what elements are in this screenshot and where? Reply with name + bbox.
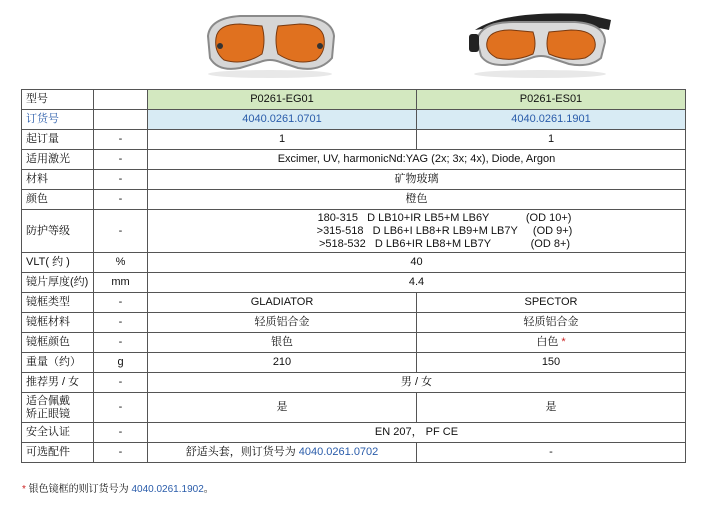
unit-cell: -	[94, 393, 148, 423]
table-row	[22, 273, 686, 293]
value-cell: 1	[417, 130, 686, 150]
unit-cell: %	[94, 253, 148, 273]
value-cell: 矿物玻璃	[148, 170, 686, 190]
row-label: 型号	[22, 90, 94, 110]
unit-cell: -	[94, 130, 148, 150]
table-row	[22, 443, 686, 463]
value-cell	[417, 333, 686, 353]
table-row	[22, 210, 686, 253]
row-label: 材料	[22, 170, 94, 190]
row-label: 防护等级	[22, 210, 94, 253]
row-label	[22, 393, 94, 423]
protection-line: >518-532 D LB6+IR LB8+M LB7Y (OD 8+)	[318, 237, 571, 250]
row-label-line: 适合佩戴	[26, 394, 70, 407]
row-label: 安全认证	[22, 423, 94, 443]
value-cell: 男 / 女	[148, 373, 686, 393]
value-cell: 40	[148, 253, 686, 273]
row-label: 重量（约）	[22, 353, 94, 373]
table-row	[22, 373, 686, 393]
value-cell: 是	[417, 393, 686, 423]
value-cell: 1	[148, 130, 417, 150]
footnote-end: 。	[203, 484, 214, 495]
unit-cell	[94, 110, 148, 130]
value-cell: 轻质铝合金	[417, 313, 686, 333]
accessory-text: 舒适头套，则订货号为	[185, 446, 299, 458]
row-label: 起订量	[22, 130, 94, 150]
order-number-es01: 4040.0261.1901	[417, 110, 686, 130]
table-row	[22, 293, 686, 313]
footnote-mark: *	[561, 336, 566, 348]
table-row	[22, 333, 686, 353]
row-label: 镜框类型	[22, 293, 94, 313]
unit-cell: -	[94, 313, 148, 333]
table-row	[22, 393, 686, 423]
row-label: 订货号	[22, 110, 94, 130]
unit-cell: -	[94, 333, 148, 353]
table-row	[22, 170, 686, 190]
table-row	[22, 130, 686, 150]
model-es01: P0261-ES01	[417, 90, 686, 110]
accessory-order-number: 4040.0261.0702	[298, 446, 379, 458]
protection-line: 180-315 D LB10+IR LB5+M LB6Y (OD 10+)	[317, 211, 572, 224]
value-cell: 是	[148, 393, 417, 423]
unit-cell: -	[94, 423, 148, 443]
value-cell: GLADIATOR	[148, 293, 417, 313]
footnote-text: 银色镜框的则订货号为	[25, 484, 132, 495]
table-row	[22, 353, 686, 373]
row-label: 推荐男 / 女	[22, 373, 94, 393]
protection-line: >315-518 D LB6+I LB8+R LB9+M LB7Y (OD 9+)	[316, 224, 573, 237]
unit-cell	[94, 90, 148, 110]
unit-cell: -	[94, 170, 148, 190]
unit-cell: mm	[94, 273, 148, 293]
value-cell: 橙色	[148, 190, 686, 210]
goggle-image-eg01	[200, 6, 340, 78]
value-cell: SPECTOR	[417, 293, 686, 313]
value-cell: -	[417, 443, 686, 463]
value-cell: 银色	[148, 333, 417, 353]
spec-table	[21, 89, 686, 463]
goggle-image-es01	[465, 6, 615, 78]
row-label: 镜框颜色	[22, 333, 94, 353]
table-row-order-number	[22, 110, 686, 130]
row-label: 适用激光	[22, 150, 94, 170]
row-label: 颜色	[22, 190, 94, 210]
table-row	[22, 423, 686, 443]
row-label-line: 矫正眼镜	[26, 407, 70, 420]
model-eg01: P0261-EG01	[148, 90, 417, 110]
row-label: 镜片厚度(约)	[22, 273, 94, 293]
table-row	[22, 313, 686, 333]
protection-level-cell	[148, 210, 686, 253]
table-row	[22, 150, 686, 170]
footnote	[22, 480, 214, 495]
unit-cell: -	[94, 443, 148, 463]
footnote-order-number: 4040.0261.1902	[131, 484, 204, 495]
value-cell: 150	[417, 353, 686, 373]
value-cell: 轻质铝合金	[148, 313, 417, 333]
value-cell: 4.4	[148, 273, 686, 293]
footnote-mark: *	[22, 484, 26, 495]
order-number-eg01: 4040.0261.0701	[148, 110, 417, 130]
unit-cell: -	[94, 293, 148, 313]
value-cell: 210	[148, 353, 417, 373]
unit-cell: -	[94, 190, 148, 210]
unit-cell: -	[94, 210, 148, 253]
table-row	[22, 190, 686, 210]
value-cell	[148, 443, 417, 463]
unit-cell: -	[94, 150, 148, 170]
row-label: 可选配件	[22, 443, 94, 463]
value-cell: EN 207， PF CE	[148, 423, 686, 443]
row-label: VLT( 约 )	[22, 253, 94, 273]
table-row-model	[22, 90, 686, 110]
value-cell: Excimer, UV, harmonicNd:YAG (2x; 3x; 4x), Diode, Argon	[148, 150, 686, 170]
unit-cell: g	[94, 353, 148, 373]
row-label: 镜框材料	[22, 313, 94, 333]
unit-cell: -	[94, 373, 148, 393]
frame-color-text: 白色	[536, 336, 559, 348]
table-row	[22, 253, 686, 273]
